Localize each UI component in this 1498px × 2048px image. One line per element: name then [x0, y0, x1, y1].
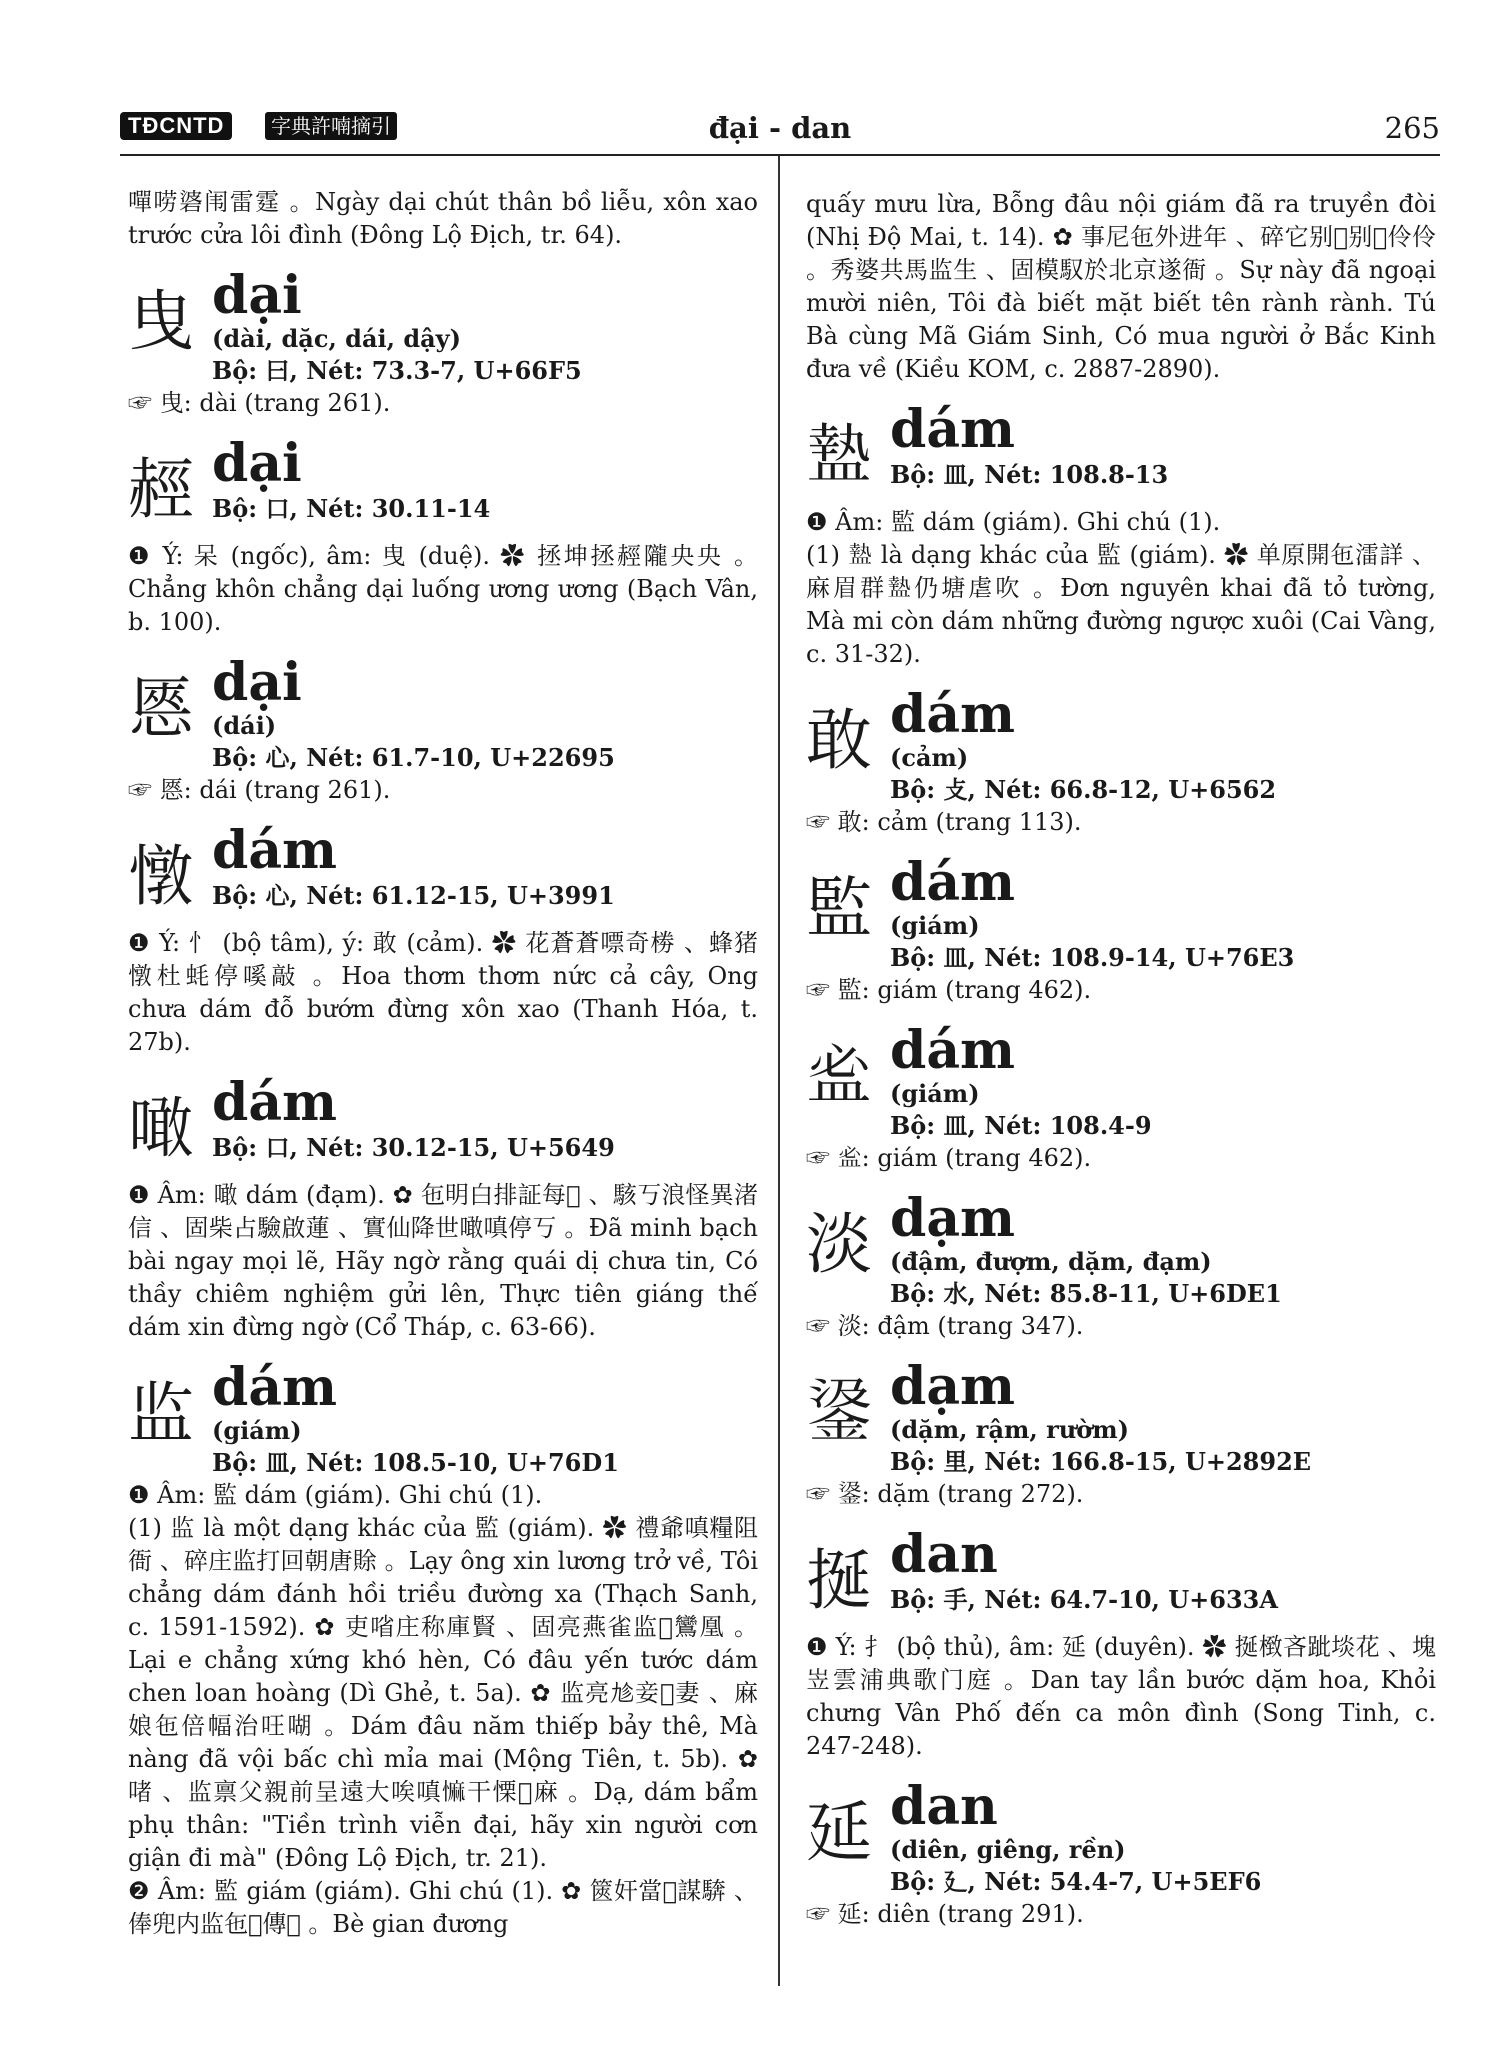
headword-reading: dan: [890, 1524, 998, 1585]
entry-head: [128, 820, 758, 927]
radical-stroke-info: Bộ: 皿, Nét: 108.9-14, U+76E3: [890, 943, 1295, 972]
headword-character: 𨦮: [806, 1374, 872, 1451]
headword-character: 挻: [806, 1542, 872, 1619]
headword-block: [212, 265, 758, 387]
headword-block: [890, 1020, 1436, 1142]
headword-character: 監: [806, 870, 872, 947]
headword-block: [890, 1776, 1436, 1898]
dictionary-entry: [806, 852, 1436, 1007]
alternate-readings: (dặm, rậm, rườm): [890, 1415, 1129, 1444]
entry-definition: ❶ Ý: 呆 (ngốc), âm: 曳 (duệ). ✿ 拯坤拯䞓隴央央 。Chẳng khôn chẳng dại luống ương ương (Bạch Vân, b. 100).: [128, 542, 758, 636]
dictionary-entry: [806, 684, 1436, 839]
entry-head: [806, 399, 1436, 506]
headword-block: [212, 820, 758, 912]
headword-reading: dại: [212, 265, 302, 326]
alternate-readings: (dái): [212, 711, 277, 740]
dictionary-entry: [128, 433, 758, 639]
left-column: [128, 186, 758, 1941]
radical-stroke-info: Bộ: 心, Nét: 61.12-15, U+3991: [212, 881, 615, 910]
headword-character: 噉: [128, 1090, 194, 1167]
entry-definition: ❶ Âm: 監 dám (giám). Ghi chú (1). (1) 𥂕 là dạng khác của 監 (giám). ✿ 单原開㐌㵢詳 、麻眉群𥂕仍塘虐吹 。Đơn nguyên khai đã tỏ tường, Mà mi còn dám những đường ngược xuôi (Cai Vàng, c. 31-32).: [806, 508, 1436, 668]
seal-logo: 字典許喃摘引: [265, 112, 397, 140]
entry-head: [128, 433, 758, 540]
entry-definition: ❶ Âm: 監 dám (giám). Ghi chú (1). (1) 监 là một dạng khác của 監 (giám). ✿ 禮爺嗔糧阻衙 、碎庄监打回朝唐賖 。Lạy ông xin lương trở về, Tôi chẳng dám đánh hồi triều đường xa (Thạch Sanh, c. 1591-1592). ✿ 吏㗂庄称庫賢 、固亮燕雀监𦀺鸞凰 。Lại e chẳng xứng khó hèn, Có đâu yến tước dám chen loan hoàng (Dì Ghẻ, t. 5a). ✿ 监亮𠃩妾𠸗妻 、麻娘㐌倍幅治㕵㗅 。Dám đâu năm thiếp bảy thê, Mà nàng đã vội bấc chì mỉa mai (Mộng Tiên, t. 5b). ✿ 啫 、监禀父親前呈遠大唉嗔𢠩干慄𧹟麻 。Dạ, dám bẩm phụ thân: "Tiền trình viễn đại, hãy xin người cơn giận đi mà" (Đông Lộ Địch, tr. 21). ❷ Âm: 監 giám (giám). Ghi chú (1). ✿ 篋奸當𢩮謀𩣺 、俸兜内监㐌𪽏傳𠸗 。Bè gian đương: [128, 1481, 758, 1938]
entry-definition: ☞ 曳: dài (trang 261).: [128, 389, 391, 417]
headword-block: [212, 433, 758, 525]
entry-head: [806, 684, 1436, 806]
header-rule: [120, 154, 1440, 156]
entry-head: [806, 1188, 1436, 1310]
entry-head: [806, 1776, 1436, 1898]
entry-head: [128, 652, 758, 774]
headword-reading: dám: [212, 1357, 338, 1418]
entry-definition: ☞ 敢: cảm (trang 113).: [806, 808, 1082, 836]
dictionary-entry: [806, 1356, 1436, 1511]
headword-reading: dám: [890, 852, 1016, 913]
headword-reading: dạm: [890, 1356, 1016, 1417]
radical-stroke-info: Bộ: 口, Nét: 30.11-14: [212, 494, 491, 523]
headword-character: 憞: [128, 838, 194, 915]
entry-definition: ☞ 延: diên (trang 291).: [806, 1900, 1084, 1928]
dictionary-entry: [128, 1072, 758, 1344]
dictionary-entry: [128, 652, 758, 807]
entry-definition: ☞ 𨦮: dặm (trang 272).: [806, 1480, 1084, 1508]
radical-stroke-info: Bộ: 攴, Nét: 66.8-12, U+6562: [890, 775, 1277, 804]
entry-head: [128, 265, 758, 387]
headword-character: 𥁑: [806, 1038, 872, 1115]
dictionary-entry: [806, 1020, 1436, 1175]
dictionary-entry: [806, 1524, 1436, 1763]
entry-definition: ☞ 𥁑: giám (trang 462).: [806, 1144, 1092, 1172]
dictionary-entry: [806, 1188, 1436, 1343]
headword-character: 延: [806, 1794, 872, 1871]
headword-reading: dám: [212, 1072, 338, 1133]
headword-reading: dạm: [890, 1188, 1016, 1249]
headword-block: [890, 399, 1436, 491]
dictionary-entry: [128, 265, 758, 420]
headword-reading: dám: [212, 820, 338, 881]
headword-character: 䞓: [128, 451, 194, 528]
running-title: đại - dan: [708, 111, 852, 145]
continuation-text: quấy mưu lừa, Bỗng đâu nội giám đã ra truyền đòi (Nhị Độ Mai, t. 14). ✿ 事尼㐌外进年 、碎它别𦎛别𠸗伶伶 。秀婆共馬监生 、固模馭於北京遂衙 。Sự này đã ngoại mười niên, Tôi đà biết mặt biết tên rành rành. Tú Bà cùng Mã Giám Sinh, Có mua người ở Bắc Kinh đưa về (Kiều KOM, c. 2887-2890).: [806, 190, 1436, 383]
dictionary-entry: [128, 1357, 758, 1941]
alternate-readings: (diên, giêng, rền): [890, 1835, 1126, 1864]
headword-block: [890, 1188, 1436, 1310]
headword-character: 淡: [806, 1206, 872, 1283]
radical-stroke-info: Bộ: 廴, Nét: 54.4-7, U+5EF6: [890, 1867, 1262, 1896]
alternate-readings: (cảm): [890, 743, 969, 772]
alternate-readings: (đậm, đượm, dặm, đạm): [890, 1247, 1212, 1276]
radical-stroke-info: Bộ: 皿, Nét: 108.4-9: [890, 1111, 1152, 1140]
entry-definition: ☞ 監: giám (trang 462).: [806, 976, 1092, 1004]
radical-stroke-info: Bộ: 心, Nét: 61.7-10, U+22695: [212, 743, 615, 772]
page-number: 265: [1384, 111, 1440, 145]
headword-reading: dại: [212, 433, 302, 494]
radical-stroke-info: Bộ: 皿, Nét: 108.5-10, U+76D1: [212, 1448, 619, 1477]
headword-character: 曳: [128, 283, 194, 360]
alternate-readings: (giám): [890, 911, 980, 940]
entry-head: [806, 1356, 1436, 1478]
page-header: [120, 108, 1440, 150]
radical-stroke-info: Bộ: 曰, Nét: 73.3-7, U+66F5: [212, 356, 582, 385]
entry-definition: ☞ 淡: đậm (trang 347).: [806, 1312, 1084, 1340]
headword-block: [890, 1524, 1436, 1616]
alternate-readings: (dài, dặc, dái, dậy): [212, 324, 461, 353]
alternate-readings: (giám): [212, 1416, 302, 1445]
continuation-text: 嘽唠碆闱雷霆 。Ngày dại chút thân bồ liễu, xôn xao trước cửa lôi đình (Đông Lộ Địch, tr. 64).: [128, 188, 758, 249]
headword-reading: dám: [890, 399, 1016, 460]
right-column: [806, 188, 1436, 1931]
headword-block: [890, 684, 1436, 806]
headword-block: [890, 852, 1436, 974]
headword-block: [212, 1357, 758, 1479]
headword-block: [212, 1072, 758, 1164]
radical-stroke-info: Bộ: 皿, Nét: 108.8-13: [890, 460, 1169, 489]
tdcntd-logo: TĐCNTD: [120, 112, 232, 140]
entry-definition: ❶ Âm: 噉 dám (đạm). ✿ 㐌明白排証每𡗶 、駭丂浪怪異渚信 、固柴占驗啟蓮 、實仙降世噉嗔停丂 。Đã minh bạch bài ngay mọi lẽ, Hãy ngờ rằng quái dị chưa tin, Có thầy chiêm nghiệm gửi lên, Thực tiên giáng thế dám xin đừng ngờ (Cổ Tháp, c. 63-66).: [128, 1181, 758, 1341]
radical-stroke-info: Bộ: 里, Nét: 166.8-15, U+2892E: [890, 1447, 1312, 1476]
entry-head: [806, 852, 1436, 974]
entry-head: [128, 1072, 758, 1179]
entry-head: [806, 1020, 1436, 1142]
entry-head: [128, 1357, 758, 1479]
headword-reading: dại: [212, 652, 302, 713]
headword-block: [890, 1356, 1436, 1478]
headword-character: 㥦: [128, 670, 194, 747]
radical-stroke-info: Bộ: 口, Nét: 30.12-15, U+5649: [212, 1133, 615, 1162]
entry-head: [806, 1524, 1436, 1631]
headword-character: 𥂕: [806, 417, 872, 494]
headword-reading: dám: [890, 1020, 1016, 1081]
headword-character: 敢: [806, 702, 872, 779]
column-divider: [778, 156, 780, 1986]
headword-block: [212, 652, 758, 774]
dictionary-entry: [128, 820, 758, 1059]
entry-definition: ❶ Ý: 忄 (bộ tâm), ý: 敢 (cảm). ✿ 花蒼蒼嘌奇椦 、蜂猪憞杜蚝停嗘敲 。Hoa thơm thơm nức cả cây, Ong chưa dám đỗ bướm đừng xôn xao (Thanh Hóa, t. 27b).: [128, 929, 758, 1056]
dictionary-entry: [806, 399, 1436, 671]
dictionary-entry: [806, 1776, 1436, 1931]
left-entries: [128, 265, 758, 1941]
radical-stroke-info: Bộ: 水, Nét: 85.8-11, U+6DE1: [890, 1279, 1282, 1308]
right-entries: [806, 399, 1436, 1931]
radical-stroke-info: Bộ: 手, Nét: 64.7-10, U+633A: [890, 1585, 1279, 1614]
entry-definition: ☞ 㥦: dái (trang 261).: [128, 776, 391, 804]
alternate-readings: (giám): [890, 1079, 980, 1108]
entry-definition: ❶ Ý: 扌 (bộ thủ), âm: 延 (duyên). ✿ 挻㮹吝跐埮花 、塊岦雲浦典歌门庭 。Dan tay lần bước dặm hoa, Khỏi chưng Vân Phố đến ca môn đình (Song Tinh, c. 247-248).: [806, 1633, 1436, 1760]
headword-character: 监: [128, 1375, 194, 1452]
headword-reading: dám: [890, 684, 1016, 745]
headword-reading: dan: [890, 1776, 998, 1837]
